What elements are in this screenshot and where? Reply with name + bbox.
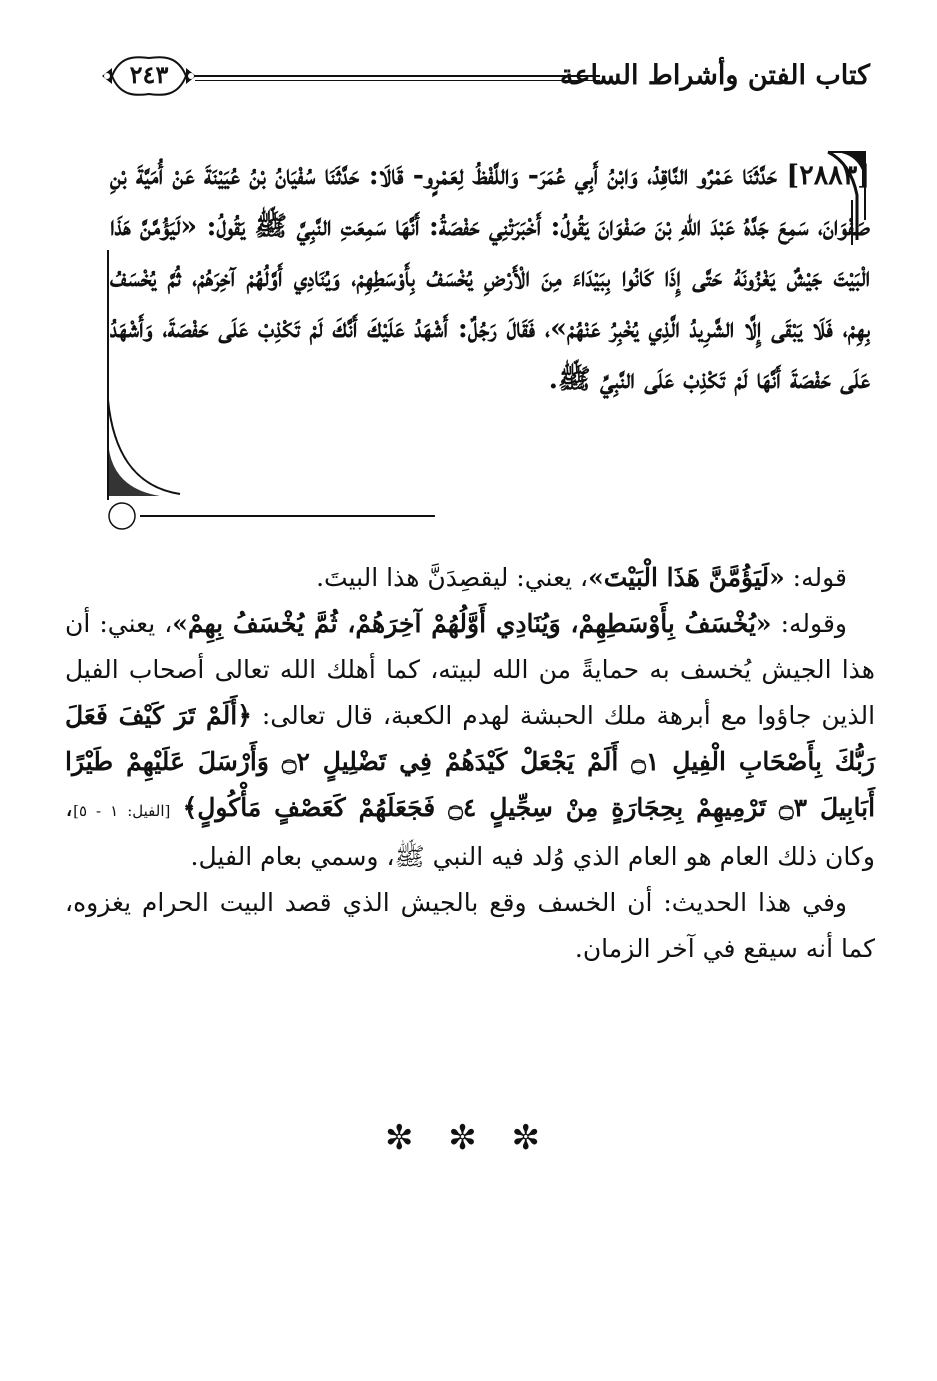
p1-quote: «لَيَؤُمَّنَّ هَذَا الْبَيْتَ» <box>588 563 785 592</box>
p1-prefix: قوله: <box>784 563 847 592</box>
commentary-paragraph-3 <box>65 880 875 972</box>
p1-suffix: ، يعني: ليقصِدَنَّ هذا البيتَ. <box>316 563 589 592</box>
commentary <box>65 555 875 972</box>
header-rule-thin <box>195 80 600 81</box>
section-separator: ✼ ✼ ✼ <box>384 1118 553 1158</box>
p2-prefix: وقوله: <box>771 609 847 638</box>
book-title: كتاب الفتن وأشراط الساعة <box>559 60 870 91</box>
page-number-badge <box>100 50 198 102</box>
quran-verses: ﴿أَلَمْ تَرَ كَيْفَ فَعَلَ رَبُّكَ بِأَصْحَابِ الْفِيلِ ۝١ أَلَمْ يَجْعَلْ كَيْدَهُمْ فِي تَضْلِيلٍ ۝٢ وَأَرْسَلَ عَلَيْهِمْ طَيْرًا أَبَابِيلَ ۝٣ تَرْمِيهِمْ بِحِجَارَةٍ مِنْ سِجِّيلٍ ۝٤ فَجَعَلَهُمْ كَعَصْفٍ مَأْكُولٍ﴾ <box>65 701 876 822</box>
verse-reference: [الفيل: ١ - ٥] <box>73 802 171 820</box>
page-header <box>95 50 870 108</box>
p2-text-1: ، يعني: أن هذا الجيش يُخسف به حمايةً من الله لبيته، كما أهلك الله تعالى أصحاب الفيل الذين جاؤوا مع أبرهة ملك الحبشة لهدم الكعبة، قال تعالى: <box>65 609 876 730</box>
p3-text: وفي هذا الحديث: أن الخسف وقع بالجيش الذي قصد البيت الحرام يغزوه، كما أنه سيقع في آخر الزمان. <box>65 888 875 963</box>
p2-text-2: ، وكان ذلك العام هو العام الذي وُلد فيه النبي ﷺ، وسمي بعام الفيل. <box>65 793 875 871</box>
header-rule <box>195 75 600 77</box>
commentary-paragraph-2 <box>65 601 875 880</box>
page-number: ٢٤٣ <box>129 60 169 89</box>
p2-quote: «يُخْسَفُ بِأَوْسَطِهِمْ، وَيُنَادِي أَوَّلُهُمْ آخِرَهُمْ، ثُمَّ يُخْسَفُ بِهِمْ» <box>172 609 772 638</box>
commentary-paragraph-1 <box>65 555 875 601</box>
hadith-text: [٢٨٨٣] حَدَّثَنَا عَمْرٌو النَّاقِدُ، وَابْنُ أَبِي عُمَرَ- وَاللَّفْظُ لِعَمْرٍو- قَالَا: حَدَّثَنَا سُفْيَانُ بْنُ عُيَيْنَةَ عَنْ أُمَيَّةَ بْنِ صَفْوَانَ، سَمِعَ جَدَّهُ عَبْدَ اللهِ بْنَ صَفْوَانَ يَقُولُ: أَخْبَرَتْنِي حَفْصَةُ: أَنَّهَا سَمِعَتِ النَّبِيَّ ﷺ يَقُولُ: «لَيَؤُمَّنَّ هَذَا الْبَيْتَ جَيْشٌ يَغْزُونَهُ حَتَّى إِذَا كَانُوا بِبَيْدَاءَ مِنَ الْأَرْضِ يُخْسَفُ بِأَوْسَطِهِمْ، وَيُنَادِي أَوَّلُهُمْ آخِرَهُمْ، ثُمَّ يُخْسَفُ بِهِمْ، فَلَا يَبْقَى إِلَّا الشَّرِيدُ الَّذِي يُخْبِرُ عَنْهُمْ»، فَقَالَ رَجُلٌ: أَشْهَدُ عَلَيْكَ أَنَّكَ لَمْ تَكْذِبْ عَلَى حَفْصَةَ، وَأَشْهَدُ عَلَى حَفْصَةَ أَنَّهَا لَمْ تَكْذِبْ عَلَى النَّبِيِّ ﷺ. <box>110 160 870 395</box>
